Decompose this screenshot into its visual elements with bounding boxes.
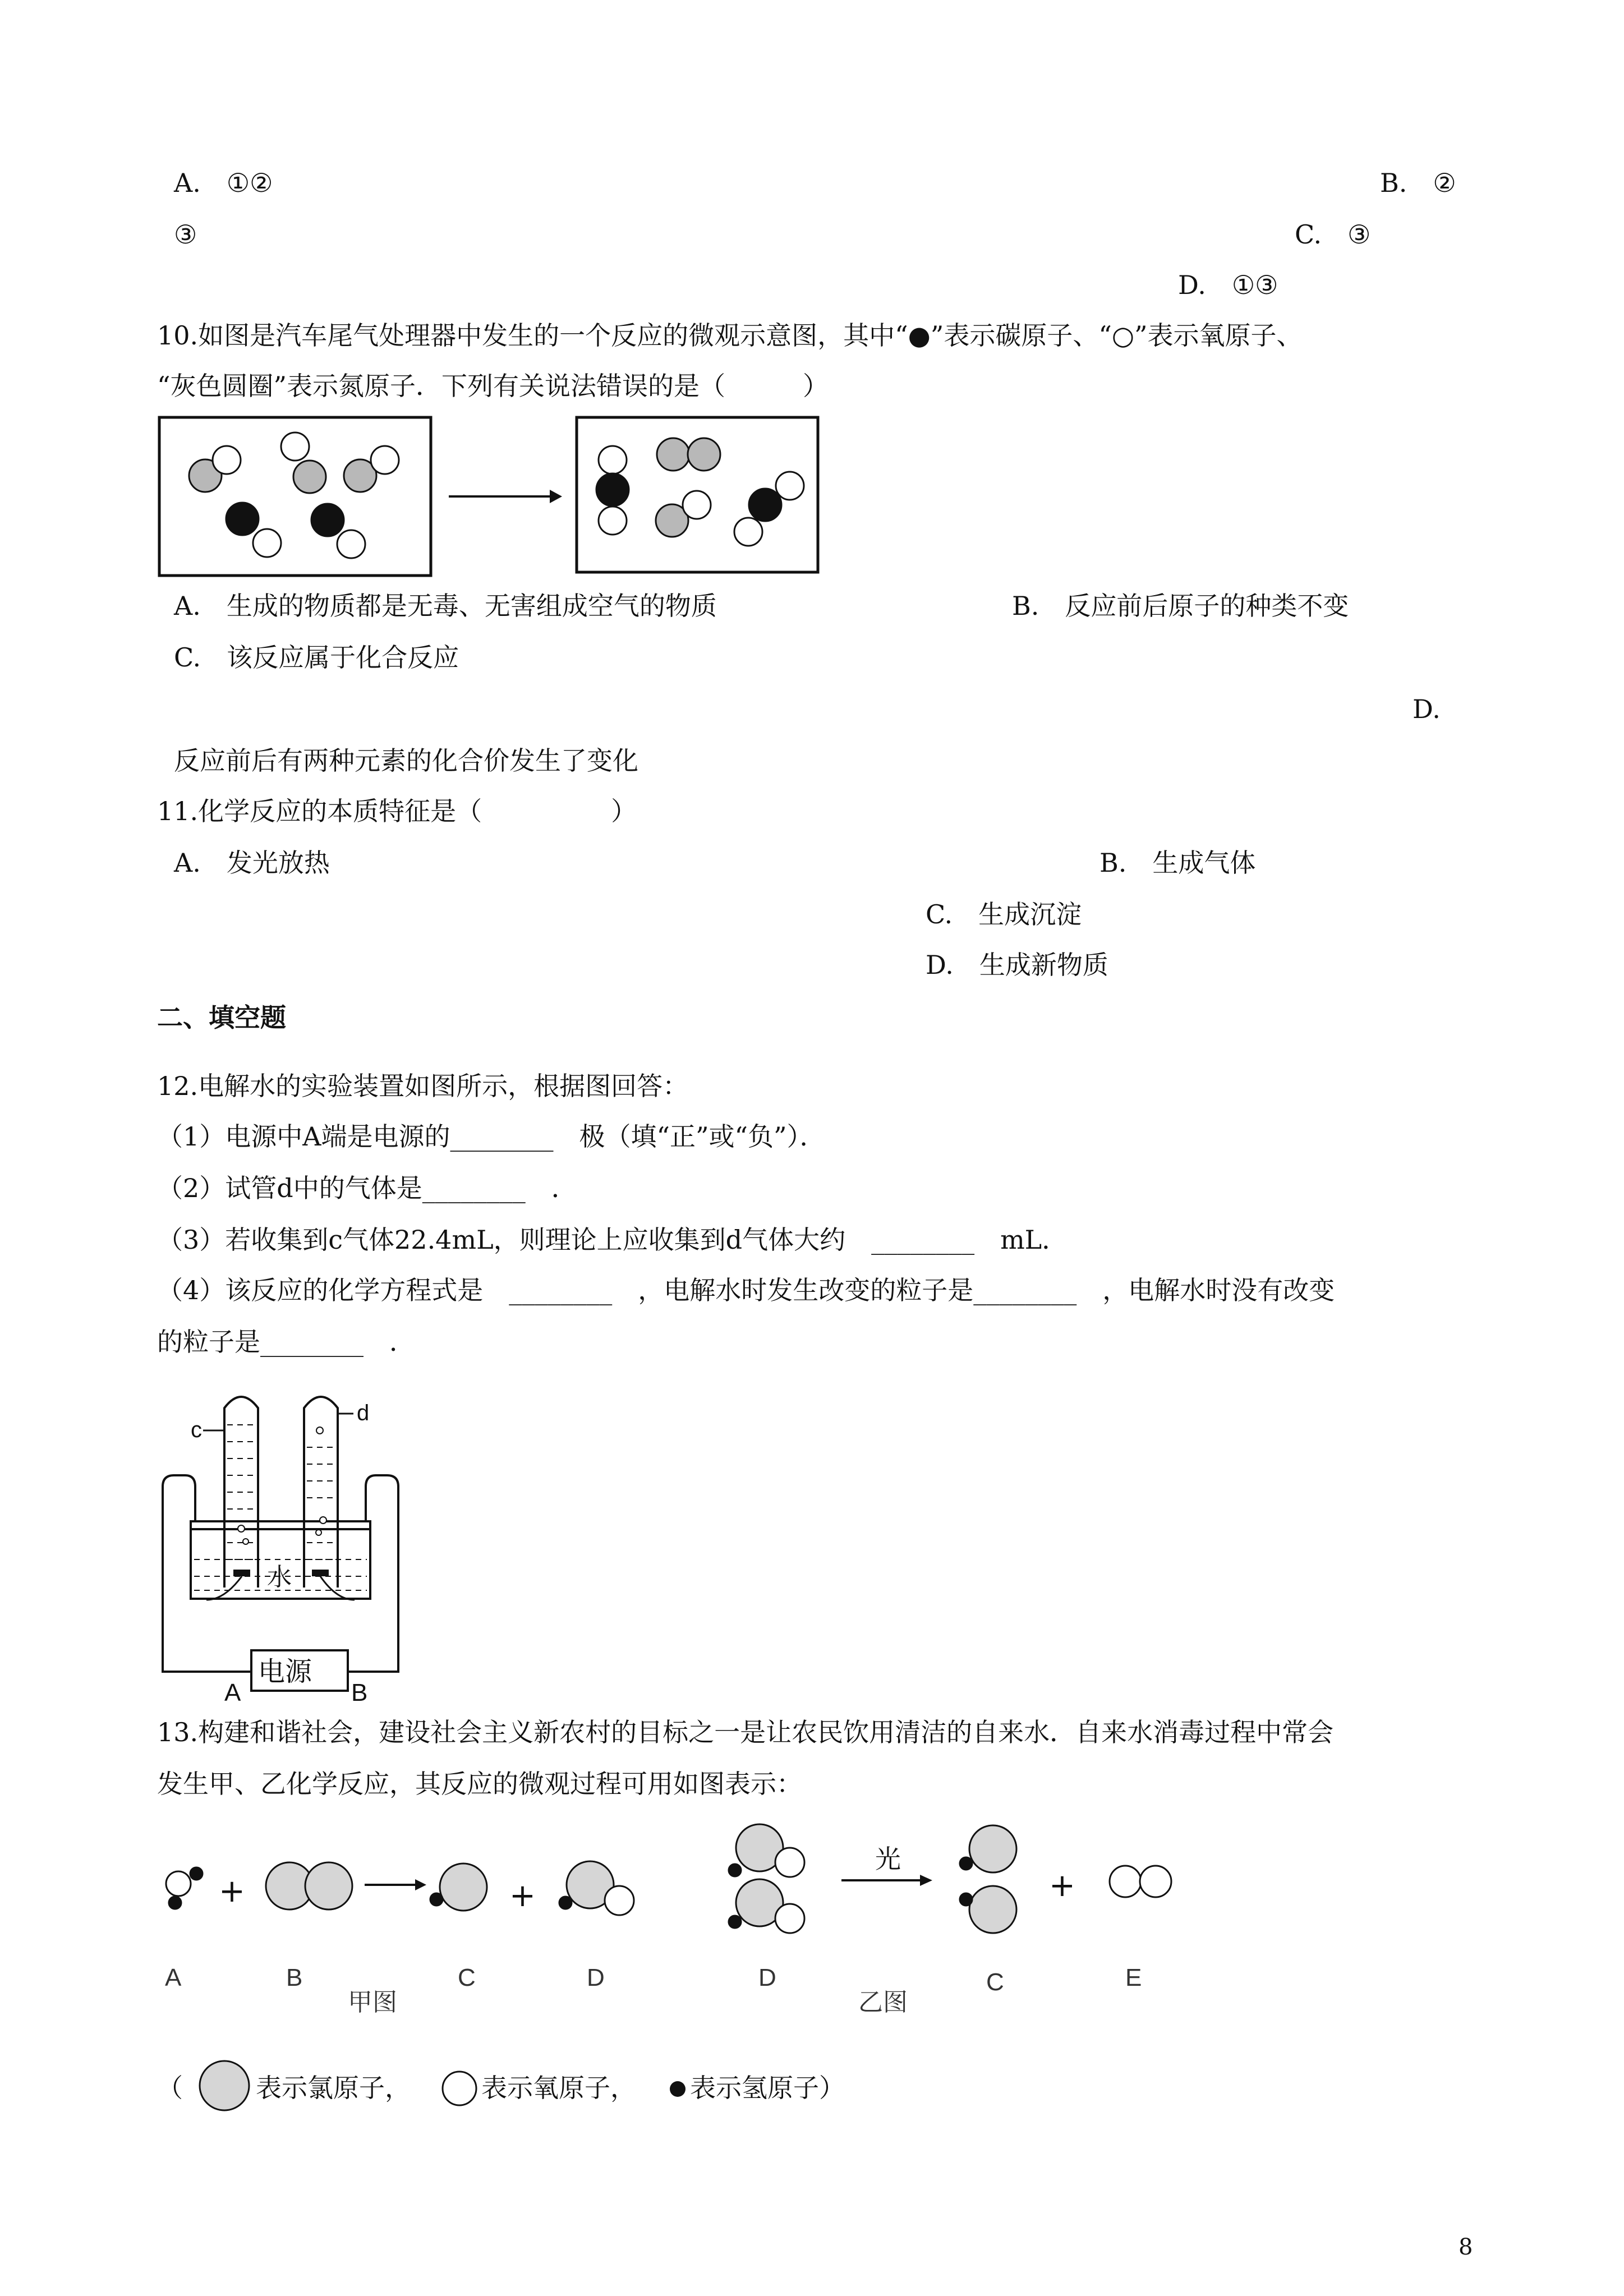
light-condition-label: 光 bbox=[875, 1844, 901, 1874]
q9-option-c: C. ③ bbox=[1295, 219, 1371, 250]
q10-stem-line2: “灰色圆圈”表示氮原子．下列有关说法错误的是（ ） bbox=[157, 371, 829, 401]
q9-option-b-continued: ③ bbox=[174, 219, 197, 250]
q10-arrow bbox=[449, 490, 562, 503]
tube-c-label: c bbox=[191, 1418, 202, 1442]
legend-h-text: 表示氢原子） bbox=[690, 2073, 845, 2103]
plus-sign: + bbox=[1049, 1867, 1075, 1904]
label-b: B bbox=[286, 1964, 303, 1991]
q10-option-b: B. 反应前后原子的种类不变 bbox=[1012, 591, 1349, 621]
h-atom bbox=[960, 1857, 972, 1870]
o-atom bbox=[776, 472, 804, 500]
q12-part4: （4）该反应的化学方程式是 ________ ，电解水时发生改变的粒子是________ ，电解水时没有改变 bbox=[157, 1275, 1335, 1305]
h-atom bbox=[169, 1897, 181, 1909]
section-heading: 二、填空题 bbox=[157, 1002, 286, 1033]
q12-stem: 12.电解水的实验装置如图所示，根据图回答： bbox=[157, 1071, 689, 1101]
q9-option-a: A. ①② bbox=[174, 168, 273, 198]
o-atom bbox=[166, 1871, 191, 1896]
n-atom bbox=[688, 438, 720, 471]
legend-h-atom-icon bbox=[666, 2078, 689, 2100]
o-atom bbox=[605, 1886, 634, 1915]
o-atom bbox=[599, 446, 627, 474]
legend-open-paren: （ bbox=[157, 2073, 183, 2103]
terminal-b-label: B bbox=[351, 1679, 368, 1706]
legend-o-text: 表示氧原子， bbox=[481, 2073, 636, 2103]
c-atom bbox=[226, 503, 259, 535]
o-atom bbox=[683, 491, 711, 519]
label-a: A bbox=[165, 1964, 182, 1991]
legend-cl-text: 表示氯原子， bbox=[256, 2073, 411, 2103]
n-atom bbox=[657, 438, 689, 471]
power-supply-label: 电源 bbox=[258, 1656, 312, 1687]
c-atom bbox=[749, 489, 781, 521]
q10-option-c: C. 该反应属于化合反应 bbox=[174, 642, 459, 673]
label-d: D bbox=[587, 1964, 605, 1991]
o-atom bbox=[371, 446, 399, 474]
q11-option-d: D. 生成新物质 bbox=[926, 950, 1108, 980]
n-atom bbox=[293, 461, 326, 493]
q10-stem-line1: 10.如图是汽车尾气处理器中发生的一个反应的微观示意图，其中“●”表示碳原子、“○”表示氧原子、 bbox=[157, 320, 1303, 351]
label-c: C bbox=[458, 1964, 476, 1991]
q12-part3: （3）若收集到c气体22.4mL，则理论上应收集到d气体大约 ________ mL． bbox=[157, 1225, 1068, 1255]
plus-sign: + bbox=[219, 1873, 245, 1910]
plus-sign: + bbox=[509, 1878, 536, 1914]
q10-option-d-label: D. bbox=[1413, 694, 1441, 724]
q12-part2: （2）试管d中的气体是________ ． bbox=[157, 1173, 577, 1203]
page-number: 8 bbox=[1459, 2234, 1473, 2260]
o-atom bbox=[213, 446, 241, 474]
h-atom bbox=[960, 1893, 972, 1906]
o-atom bbox=[337, 530, 365, 558]
q11-option-c: C. 生成沉淀 bbox=[926, 899, 1082, 930]
legend-o-atom-icon bbox=[440, 2069, 479, 2108]
q10-reaction-diagram bbox=[157, 415, 830, 578]
label-e: E bbox=[1125, 1964, 1142, 1991]
h-atom bbox=[559, 1897, 572, 1909]
h-atom bbox=[430, 1893, 443, 1906]
cl-atom bbox=[969, 1825, 1016, 1872]
o-atom bbox=[281, 432, 309, 461]
q9-option-b: B. ② bbox=[1380, 168, 1456, 198]
h-atom bbox=[729, 1864, 741, 1876]
q13-stem-line1: 13.构建和谐社会，建设社会主义新农村的目标之一是让农民饮用清洁的自来水．自来水消毒过程中常会 bbox=[157, 1717, 1334, 1747]
terminal-a-label: A bbox=[224, 1679, 241, 1706]
q11-stem: 11.化学反应的本质特征是（ ） bbox=[157, 796, 637, 826]
o-atom bbox=[1140, 1866, 1171, 1897]
cl-atom bbox=[305, 1862, 352, 1910]
label-d-yi: D bbox=[758, 1964, 776, 1991]
o-atom bbox=[734, 518, 762, 546]
q11-option-a: A. 发光放热 bbox=[174, 848, 330, 878]
q9-option-d: D. ①③ bbox=[1178, 270, 1278, 300]
h-atom bbox=[729, 1916, 741, 1928]
h-atom bbox=[190, 1867, 203, 1880]
q12-part4-continued: 的粒子是________ ． bbox=[157, 1327, 415, 1357]
water-label: 水 bbox=[267, 1563, 292, 1591]
figure-jia-caption: 甲图 bbox=[348, 1988, 397, 2017]
label-c-yi: C bbox=[986, 1968, 1004, 1996]
o-atom bbox=[253, 529, 281, 557]
tube-d-label: d bbox=[357, 1401, 370, 1425]
electrolysis-apparatus bbox=[157, 1391, 421, 1706]
q13-stem-line2: 发生甲、乙化学反应，其反应的微观过程可用如图表示： bbox=[157, 1769, 802, 1799]
q10-option-a: A. 生成的物质都是无毒、无害组成空气的物质 bbox=[174, 591, 717, 621]
q12-part1: （1）电源中A端是电源的________ 极（填“正”或“负”）． bbox=[157, 1121, 826, 1152]
q11-option-b: B. 生成气体 bbox=[1099, 848, 1256, 878]
o-atom bbox=[775, 1848, 804, 1877]
cl-atom bbox=[969, 1886, 1016, 1933]
q10-option-d-text: 反应前后有两种元素的化合价发生了变化 bbox=[174, 746, 638, 776]
q13-reaction-diagrams bbox=[151, 1818, 1217, 2019]
o-atom bbox=[599, 507, 627, 535]
o-atom bbox=[1110, 1866, 1141, 1897]
figure-yi-caption: 乙图 bbox=[858, 1988, 908, 2017]
c-atom bbox=[311, 504, 344, 536]
o-atom bbox=[775, 1904, 804, 1933]
legend-cl-atom-icon bbox=[196, 2058, 252, 2114]
c-atom bbox=[596, 473, 629, 506]
cl-atom bbox=[440, 1864, 487, 1911]
